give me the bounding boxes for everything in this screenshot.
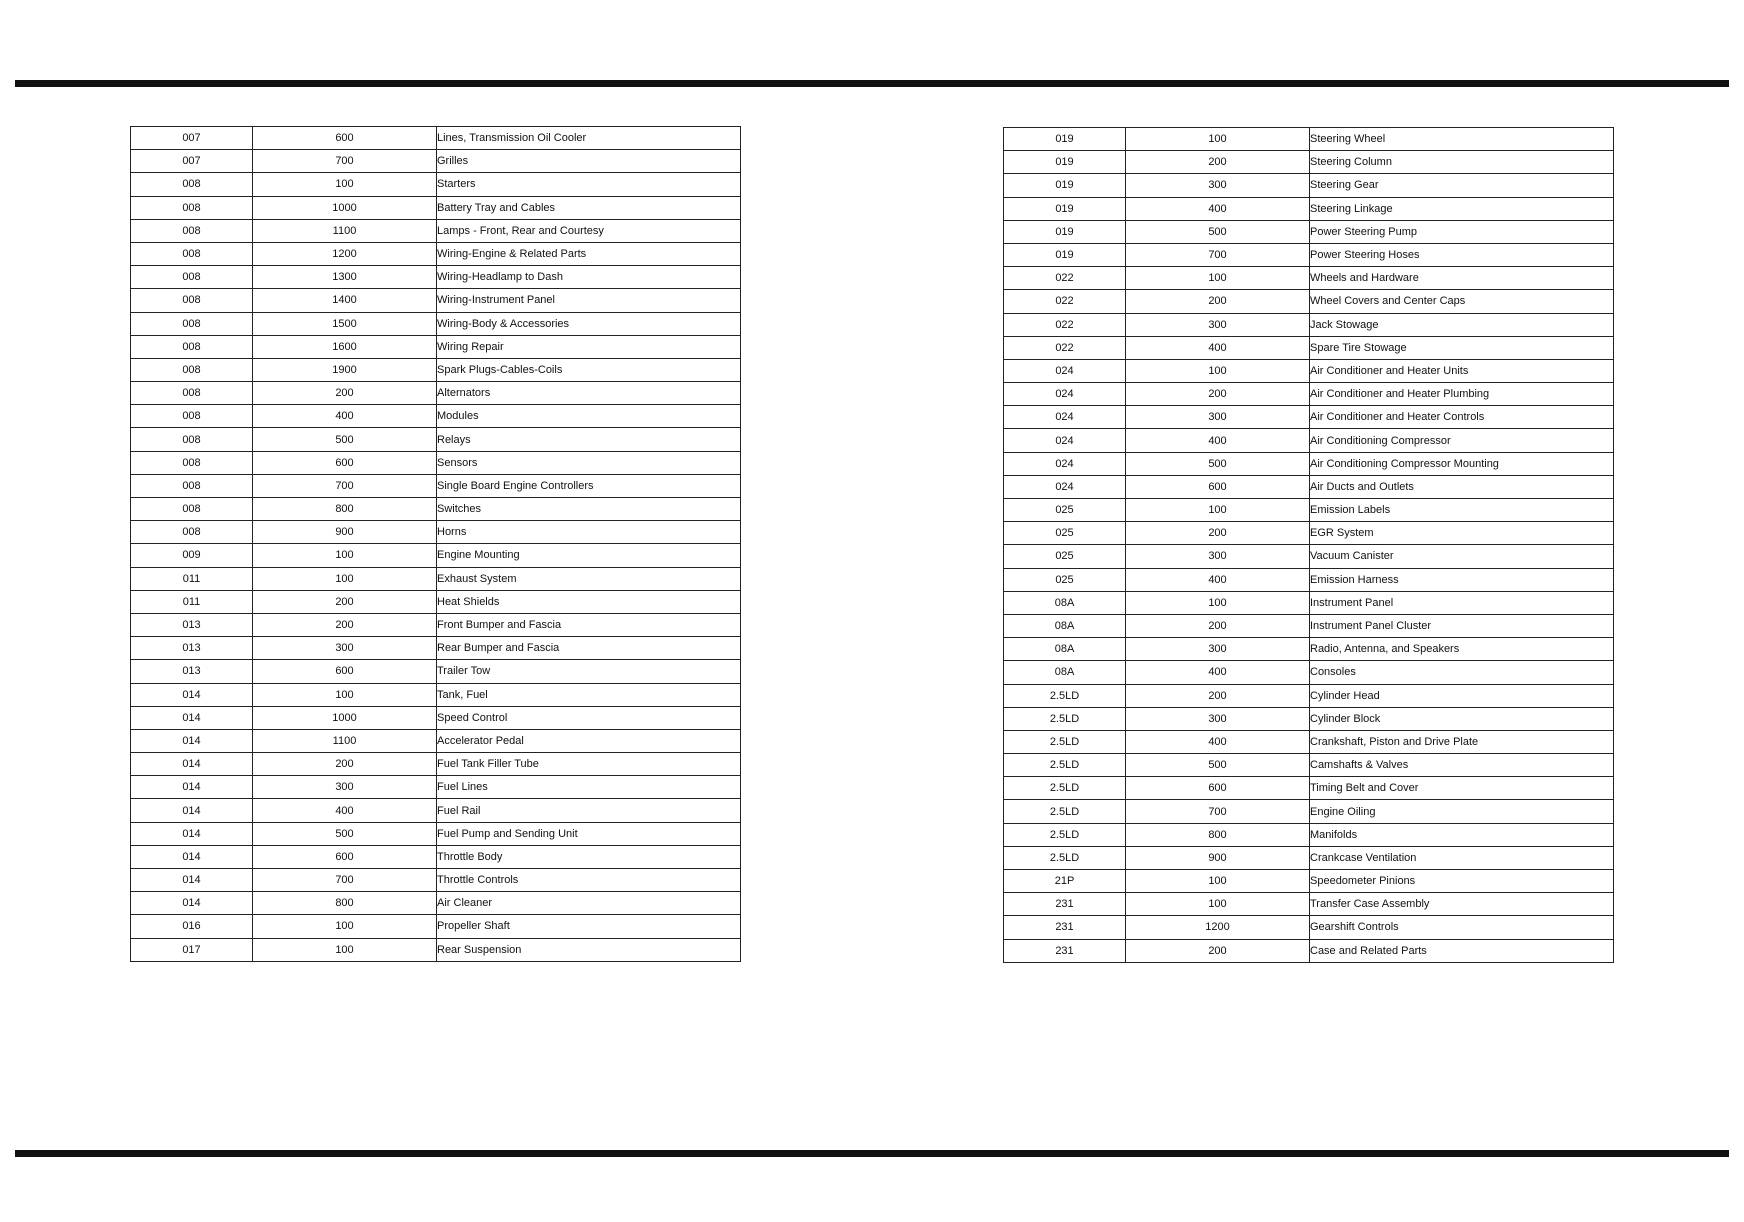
section-number-cell: 900: [253, 521, 437, 544]
bottom-rule: [15, 1150, 1729, 1157]
table-row: [131, 753, 741, 776]
section-number-cell: 600: [253, 660, 437, 683]
table-row: [1004, 707, 1614, 730]
description-cell: EGR System: [1310, 522, 1614, 545]
group-code-cell: 025: [1004, 545, 1126, 568]
description-cell: Cylinder Block: [1310, 707, 1614, 730]
description-cell: Lamps - Front, Rear and Courtesy: [437, 219, 741, 242]
section-number-cell: 1100: [253, 219, 437, 242]
description-cell: Wiring-Body & Accessories: [437, 312, 741, 335]
section-number-cell: 900: [1126, 846, 1310, 869]
table-row: [131, 590, 741, 613]
group-code-cell: 019: [1004, 220, 1126, 243]
description-cell: Tank, Fuel: [437, 683, 741, 706]
table-row: [131, 892, 741, 915]
section-number-cell: 300: [1126, 406, 1310, 429]
description-cell: Alternators: [437, 382, 741, 405]
section-number-cell: 100: [1126, 591, 1310, 614]
group-code-cell: 019: [1004, 151, 1126, 174]
section-number-cell: 200: [1126, 614, 1310, 637]
description-cell: Power Steering Hoses: [1310, 243, 1614, 266]
description-cell: Steering Gear: [1310, 174, 1614, 197]
group-code-cell: 231: [1004, 916, 1126, 939]
table-row: [1004, 893, 1614, 916]
section-number-cell: 100: [253, 567, 437, 590]
description-cell: Power Steering Pump: [1310, 220, 1614, 243]
table-row: [131, 776, 741, 799]
section-number-cell: 200: [1126, 939, 1310, 962]
description-cell: Throttle Controls: [437, 869, 741, 892]
description-cell: Relays: [437, 428, 741, 451]
description-cell: Fuel Pump and Sending Unit: [437, 822, 741, 845]
table-row: [1004, 522, 1614, 545]
group-code-cell: 008: [131, 196, 253, 219]
top-rule: [15, 80, 1729, 87]
table-row: [1004, 313, 1614, 336]
group-code-cell: 014: [131, 776, 253, 799]
table-row: [1004, 661, 1614, 684]
section-number-cell: 400: [1126, 429, 1310, 452]
group-code-cell: 008: [131, 289, 253, 312]
description-cell: Horns: [437, 521, 741, 544]
section-number-cell: 1000: [253, 706, 437, 729]
description-cell: Spark Plugs-Cables-Coils: [437, 358, 741, 381]
group-code-cell: 024: [1004, 429, 1126, 452]
group-code-cell: 2.5LD: [1004, 684, 1126, 707]
table-row: [1004, 290, 1614, 313]
table-row: [1004, 336, 1614, 359]
group-code-cell: 019: [1004, 197, 1126, 220]
table-row: [131, 219, 741, 242]
description-cell: Rear Bumper and Fascia: [437, 637, 741, 660]
description-cell: Wheel Covers and Center Caps: [1310, 290, 1614, 313]
description-cell: Instrument Panel: [1310, 591, 1614, 614]
table-row: [1004, 475, 1614, 498]
section-number-cell: 700: [253, 474, 437, 497]
group-code-cell: 025: [1004, 499, 1126, 522]
description-cell: Engine Oiling: [1310, 800, 1614, 823]
description-cell: Wiring-Instrument Panel: [437, 289, 741, 312]
description-cell: Fuel Lines: [437, 776, 741, 799]
section-number-cell: 400: [1126, 568, 1310, 591]
description-cell: Steering Column: [1310, 151, 1614, 174]
table-row: [1004, 754, 1614, 777]
description-cell: Throttle Body: [437, 845, 741, 868]
section-number-cell: 600: [253, 845, 437, 868]
description-cell: Air Conditioner and Heater Units: [1310, 359, 1614, 382]
section-number-cell: 300: [1126, 313, 1310, 336]
description-cell: Emission Harness: [1310, 568, 1614, 591]
group-code-cell: 2.5LD: [1004, 730, 1126, 753]
table-row: [131, 428, 741, 451]
section-number-cell: 300: [1126, 707, 1310, 730]
table-row: [1004, 151, 1614, 174]
table-row: [131, 498, 741, 521]
description-cell: Air Conditioner and Heater Controls: [1310, 406, 1614, 429]
description-cell: Steering Linkage: [1310, 197, 1614, 220]
description-cell: Case and Related Parts: [1310, 939, 1614, 962]
section-number-cell: 1100: [253, 729, 437, 752]
table-row: [1004, 243, 1614, 266]
table-row: [131, 196, 741, 219]
group-code-cell: 019: [1004, 128, 1126, 151]
table-row: [131, 683, 741, 706]
group-code-cell: 013: [131, 660, 253, 683]
section-number-cell: 600: [1126, 777, 1310, 800]
group-code-cell: 231: [1004, 893, 1126, 916]
group-code-cell: 025: [1004, 568, 1126, 591]
description-cell: Air Conditioning Compressor Mounting: [1310, 452, 1614, 475]
section-number-cell: 100: [1126, 893, 1310, 916]
description-cell: Wiring-Headlamp to Dash: [437, 266, 741, 289]
section-number-cell: 100: [1126, 870, 1310, 893]
group-code-cell: 2.5LD: [1004, 800, 1126, 823]
description-cell: Accelerator Pedal: [437, 729, 741, 752]
section-number-cell: 200: [1126, 684, 1310, 707]
table-row: [1004, 359, 1614, 382]
section-number-cell: 1400: [253, 289, 437, 312]
table-row: [131, 729, 741, 752]
group-code-cell: 014: [131, 869, 253, 892]
description-cell: Front Bumper and Fascia: [437, 613, 741, 636]
table-row: [1004, 452, 1614, 475]
table-row: [131, 358, 741, 381]
group-code-cell: 017: [131, 938, 253, 961]
group-code-cell: 014: [131, 799, 253, 822]
description-cell: Heat Shields: [437, 590, 741, 613]
section-number-cell: 200: [253, 613, 437, 636]
table-row: [131, 127, 741, 150]
group-code-cell: 231: [1004, 939, 1126, 962]
section-number-cell: 1200: [253, 242, 437, 265]
table-row: [1004, 499, 1614, 522]
table-row: [131, 613, 741, 636]
group-code-cell: 014: [131, 683, 253, 706]
section-number-cell: 200: [1126, 290, 1310, 313]
table-row: [1004, 174, 1614, 197]
description-cell: Emission Labels: [1310, 499, 1614, 522]
section-number-cell: 200: [1126, 522, 1310, 545]
group-code-cell: 022: [1004, 313, 1126, 336]
section-number-cell: 500: [253, 822, 437, 845]
section-number-cell: 600: [1126, 475, 1310, 498]
table-row: [1004, 823, 1614, 846]
group-code-cell: 014: [131, 753, 253, 776]
table-row: [1004, 383, 1614, 406]
table-row: [131, 637, 741, 660]
section-number-cell: 1300: [253, 266, 437, 289]
description-cell: Wiring-Engine & Related Parts: [437, 242, 741, 265]
table-row: [131, 567, 741, 590]
table-row: [131, 242, 741, 265]
table-row: [131, 405, 741, 428]
group-code-cell: 011: [131, 567, 253, 590]
table-row: [1004, 406, 1614, 429]
table-row: [131, 845, 741, 868]
section-number-cell: 300: [1126, 174, 1310, 197]
group-code-cell: 08A: [1004, 591, 1126, 614]
table-row: [131, 660, 741, 683]
section-number-cell: 1000: [253, 196, 437, 219]
table-row: [131, 382, 741, 405]
section-number-cell: 400: [253, 799, 437, 822]
table-row: [1004, 870, 1614, 893]
group-code-cell: 014: [131, 892, 253, 915]
description-cell: Crankshaft, Piston and Drive Plate: [1310, 730, 1614, 753]
group-code-cell: 014: [131, 845, 253, 868]
table-row: [1004, 568, 1614, 591]
table-row: [131, 312, 741, 335]
section-number-cell: 700: [1126, 800, 1310, 823]
table-row: [131, 799, 741, 822]
table-row: [131, 266, 741, 289]
section-number-cell: 1500: [253, 312, 437, 335]
group-code-cell: 08A: [1004, 614, 1126, 637]
table-row: [1004, 591, 1614, 614]
group-code-cell: 024: [1004, 452, 1126, 475]
description-cell: Speed Control: [437, 706, 741, 729]
description-cell: Wiring Repair: [437, 335, 741, 358]
group-code-cell: 024: [1004, 475, 1126, 498]
section-number-cell: 200: [1126, 383, 1310, 406]
group-code-cell: 014: [131, 729, 253, 752]
group-code-cell: 019: [1004, 243, 1126, 266]
group-code-cell: 2.5LD: [1004, 754, 1126, 777]
table-row: [1004, 777, 1614, 800]
description-cell: Steering Wheel: [1310, 128, 1614, 151]
description-cell: Transfer Case Assembly: [1310, 893, 1614, 916]
section-number-cell: 1900: [253, 358, 437, 381]
description-cell: Fuel Rail: [437, 799, 741, 822]
section-number-cell: 200: [253, 590, 437, 613]
table-row: [131, 915, 741, 938]
group-code-cell: 014: [131, 822, 253, 845]
section-number-cell: 100: [1126, 128, 1310, 151]
section-number-cell: 300: [1126, 638, 1310, 661]
table-row: [131, 938, 741, 961]
group-code-cell: 024: [1004, 383, 1126, 406]
group-code-cell: 008: [131, 474, 253, 497]
table-row: [131, 289, 741, 312]
table-row: [131, 150, 741, 173]
table-row: [1004, 220, 1614, 243]
section-number-cell: 600: [253, 127, 437, 150]
group-code-cell: 013: [131, 613, 253, 636]
section-number-cell: 700: [1126, 243, 1310, 266]
section-number-cell: 800: [1126, 823, 1310, 846]
description-cell: Single Board Engine Controllers: [437, 474, 741, 497]
group-code-cell: 025: [1004, 522, 1126, 545]
description-cell: Jack Stowage: [1310, 313, 1614, 336]
group-code-cell: 022: [1004, 267, 1126, 290]
description-cell: Air Conditioner and Heater Plumbing: [1310, 383, 1614, 406]
section-number-cell: 400: [1126, 197, 1310, 220]
group-code-cell: 008: [131, 498, 253, 521]
group-code-cell: 008: [131, 451, 253, 474]
table-row: [1004, 730, 1614, 753]
description-cell: Speedometer Pinions: [1310, 870, 1614, 893]
section-number-cell: 500: [1126, 452, 1310, 475]
group-code-cell: 019: [1004, 174, 1126, 197]
left-parts-table: [130, 126, 741, 962]
group-code-cell: 008: [131, 428, 253, 451]
description-cell: Instrument Panel Cluster: [1310, 614, 1614, 637]
group-code-cell: 008: [131, 219, 253, 242]
section-number-cell: 200: [253, 382, 437, 405]
group-code-cell: 007: [131, 150, 253, 173]
description-cell: Lines, Transmission Oil Cooler: [437, 127, 741, 150]
section-number-cell: 700: [253, 869, 437, 892]
section-number-cell: 100: [253, 173, 437, 196]
table-row: [131, 544, 741, 567]
description-cell: Crankcase Ventilation: [1310, 846, 1614, 869]
description-cell: Propeller Shaft: [437, 915, 741, 938]
group-code-cell: 024: [1004, 359, 1126, 382]
section-number-cell: 100: [253, 938, 437, 961]
group-code-cell: 007: [131, 127, 253, 150]
group-code-cell: 2.5LD: [1004, 823, 1126, 846]
description-cell: Fuel Tank Filler Tube: [437, 753, 741, 776]
table-row: [1004, 638, 1614, 661]
description-cell: Air Ducts and Outlets: [1310, 475, 1614, 498]
group-code-cell: 2.5LD: [1004, 846, 1126, 869]
section-number-cell: 100: [1126, 499, 1310, 522]
section-number-cell: 100: [253, 915, 437, 938]
group-code-cell: 008: [131, 242, 253, 265]
description-cell: Trailer Tow: [437, 660, 741, 683]
section-number-cell: 500: [253, 428, 437, 451]
group-code-cell: 011: [131, 590, 253, 613]
group-code-cell: 014: [131, 706, 253, 729]
section-number-cell: 1200: [1126, 916, 1310, 939]
description-cell: Air Conditioning Compressor: [1310, 429, 1614, 452]
description-cell: Cylinder Head: [1310, 684, 1614, 707]
table-row: [1004, 429, 1614, 452]
group-code-cell: 008: [131, 358, 253, 381]
section-number-cell: 500: [1126, 220, 1310, 243]
section-number-cell: 100: [253, 544, 437, 567]
description-cell: Radio, Antenna, and Speakers: [1310, 638, 1614, 661]
description-cell: Gearshift Controls: [1310, 916, 1614, 939]
description-cell: Manifolds: [1310, 823, 1614, 846]
group-code-cell: 008: [131, 312, 253, 335]
left-table-body: [131, 127, 741, 962]
section-number-cell: 100: [1126, 359, 1310, 382]
section-number-cell: 300: [253, 637, 437, 660]
group-code-cell: 008: [131, 173, 253, 196]
description-cell: Sensors: [437, 451, 741, 474]
right-parts-table: [1003, 127, 1614, 963]
description-cell: Grilles: [437, 150, 741, 173]
table-row: [131, 521, 741, 544]
group-code-cell: 022: [1004, 290, 1126, 313]
table-row: [1004, 939, 1614, 962]
table-row: [1004, 545, 1614, 568]
table-row: [1004, 267, 1614, 290]
table-row: [1004, 128, 1614, 151]
group-code-cell: 022: [1004, 336, 1126, 359]
group-code-cell: 08A: [1004, 638, 1126, 661]
section-number-cell: 100: [253, 683, 437, 706]
group-code-cell: 024: [1004, 406, 1126, 429]
table-row: [131, 451, 741, 474]
description-cell: Modules: [437, 405, 741, 428]
description-cell: Engine Mounting: [437, 544, 741, 567]
group-code-cell: 08A: [1004, 661, 1126, 684]
section-number-cell: 600: [253, 451, 437, 474]
description-cell: Battery Tray and Cables: [437, 196, 741, 219]
description-cell: Starters: [437, 173, 741, 196]
description-cell: Consoles: [1310, 661, 1614, 684]
section-number-cell: 400: [1126, 661, 1310, 684]
table-row: [1004, 614, 1614, 637]
description-cell: Timing Belt and Cover: [1310, 777, 1614, 800]
group-code-cell: 2.5LD: [1004, 707, 1126, 730]
group-code-cell: 21P: [1004, 870, 1126, 893]
description-cell: Switches: [437, 498, 741, 521]
right-table-body: [1004, 128, 1614, 963]
table-row: [131, 869, 741, 892]
section-number-cell: 300: [253, 776, 437, 799]
section-number-cell: 300: [1126, 545, 1310, 568]
description-cell: Air Cleaner: [437, 892, 741, 915]
description-cell: Exhaust System: [437, 567, 741, 590]
description-cell: Vacuum Canister: [1310, 545, 1614, 568]
group-code-cell: 008: [131, 405, 253, 428]
table-row: [131, 706, 741, 729]
section-number-cell: 400: [1126, 730, 1310, 753]
group-code-cell: 008: [131, 521, 253, 544]
table-row: [1004, 800, 1614, 823]
section-number-cell: 200: [253, 753, 437, 776]
section-number-cell: 200: [1126, 151, 1310, 174]
description-cell: Spare Tire Stowage: [1310, 336, 1614, 359]
section-number-cell: 800: [253, 892, 437, 915]
section-number-cell: 400: [253, 405, 437, 428]
table-row: [1004, 684, 1614, 707]
description-cell: Camshafts & Valves: [1310, 754, 1614, 777]
description-cell: Wheels and Hardware: [1310, 267, 1614, 290]
table-row: [1004, 916, 1614, 939]
group-code-cell: 008: [131, 335, 253, 358]
group-code-cell: 008: [131, 382, 253, 405]
table-row: [1004, 197, 1614, 220]
table-row: [131, 474, 741, 497]
table-row: [131, 335, 741, 358]
group-code-cell: 2.5LD: [1004, 777, 1126, 800]
group-code-cell: 013: [131, 637, 253, 660]
section-number-cell: 400: [1126, 336, 1310, 359]
section-number-cell: 500: [1126, 754, 1310, 777]
section-number-cell: 100: [1126, 267, 1310, 290]
description-cell: Rear Suspension: [437, 938, 741, 961]
section-number-cell: 700: [253, 150, 437, 173]
group-code-cell: 016: [131, 915, 253, 938]
group-code-cell: 009: [131, 544, 253, 567]
table-row: [1004, 846, 1614, 869]
table-row: [131, 173, 741, 196]
table-row: [131, 822, 741, 845]
section-number-cell: 800: [253, 498, 437, 521]
section-number-cell: 1600: [253, 335, 437, 358]
group-code-cell: 008: [131, 266, 253, 289]
